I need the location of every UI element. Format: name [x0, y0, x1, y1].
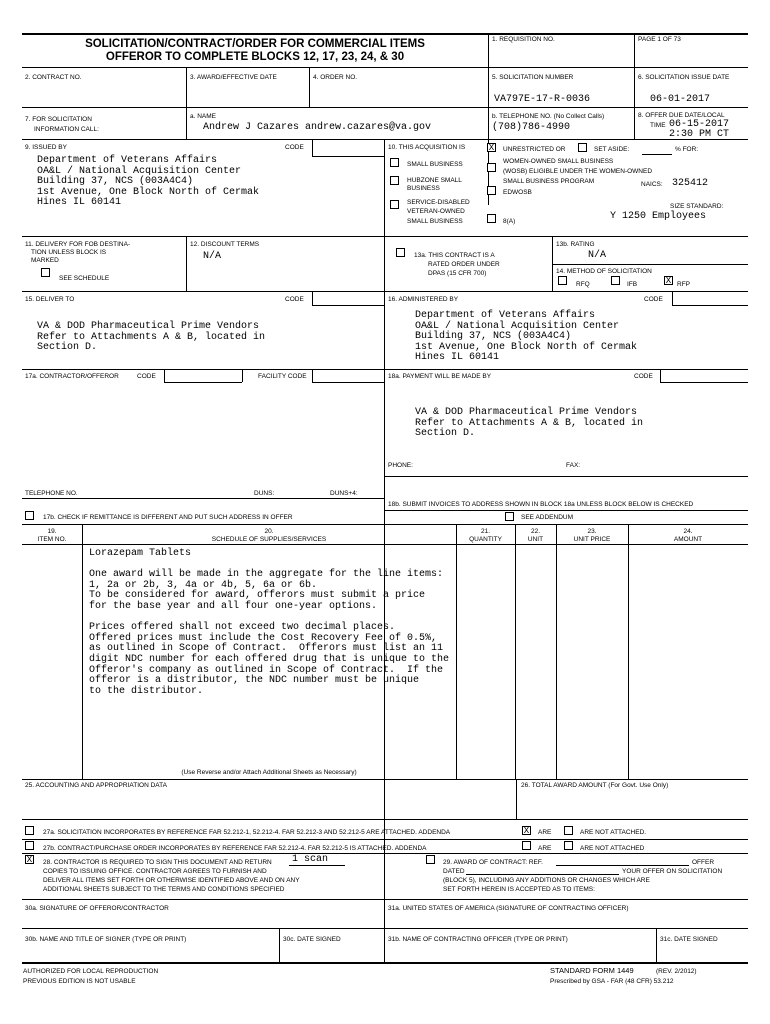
eight-a-checkbox[interactable]	[487, 214, 496, 223]
payment-by-address: VA & DOD Pharmaceutical Prime Vendors Refer to Attachments A & B, located in Section D.	[415, 407, 644, 440]
col-unit-num: 22.	[530, 528, 541, 535]
award-contract-label-3: (BLOCK 5), INCLUDING ANY ADDITIONS OR CHANGES WHICH ARE	[443, 877, 650, 884]
size-standard-value: Y 1250 Employees	[610, 211, 707, 222]
contractor-sign-checkbox[interactable]: X	[26, 855, 33, 865]
edwosb-label: EDWOSB	[503, 189, 532, 196]
remittance-different-checkbox[interactable]	[25, 511, 34, 520]
contractor-sign-label-3: DELIVER ALL ITEMS SET FORTH OR OTHERWISE IDENTIFIED ABOVE AND ON ANY	[43, 877, 300, 884]
offer-due-date-value: 06-15-2017	[669, 119, 730, 130]
issued-by-address: Department of Veterans Affairs OA&L / National Acquisition Center Building 37, NCS (003A4C4) 1st Avenue, One Block North of Cermak Hines IL 60141	[37, 155, 260, 209]
offeror-signature-label: 30a. SIGNATURE OF OFFEROR/CONTRACTOR	[25, 905, 169, 912]
far-27b-checkbox[interactable]	[25, 841, 34, 850]
delivery-fob-label-3: MARKED	[31, 257, 59, 264]
authorized-reproduction-text: AUTHORIZED FOR LOCAL REPRODUCTION	[23, 968, 159, 975]
addenda-27b-are-checkbox[interactable]	[522, 841, 531, 850]
total-award-label: 26. TOTAL AWARD AMOUNT (For Govt. Use Only)	[521, 782, 669, 789]
offeror-date-signed-label: 30c. DATE SIGNED	[283, 936, 341, 943]
sdvosb-label-1: SERVICE-DISABLED	[407, 199, 470, 206]
contractor-sign-label-4: ADDITIONAL SHEETS SUBJECT TO THE TERMS AND CONDITIONS SPECIFIED	[43, 886, 285, 893]
rfq-checkbox[interactable]	[558, 276, 567, 285]
addenda-27a-not-checkbox[interactable]	[564, 826, 573, 835]
form-title-line2: OFFEROR TO COMPLETE BLOCKS 12, 17, 23, 24, & 30	[105, 51, 405, 63]
offer-label: OFFER	[692, 859, 715, 866]
addenda-27b-not-label: ARE NOT ATTACHED	[580, 845, 645, 852]
page-count-label: PAGE 1 OF 73	[638, 36, 681, 43]
your-offer-label: YOUR OFFER ON SOLICITATION	[622, 868, 723, 875]
col-item-no: ITEM NO.	[37, 536, 67, 543]
small-business-checkbox[interactable]	[390, 158, 399, 167]
previous-edition-text: PREVIOUS EDITION IS NOT USABLE	[23, 978, 136, 985]
telephone-no-label: TELEPHONE NO.	[25, 490, 78, 497]
offer-due-time-label: TIME	[650, 122, 666, 129]
wosb-label-3: SMALL BUSINESS PROGRAM	[503, 178, 595, 185]
contact-name-value: Andrew J Cazares andrew.cazares@va.gov	[203, 122, 432, 133]
rating-value: N/A	[588, 250, 607, 261]
col-quantity: QUANTITY	[469, 536, 502, 543]
rfp-checkbox[interactable]: X	[665, 276, 672, 286]
delivery-fob-label-1: 11. DELIVERY FOR FOB DESTINA-	[25, 241, 131, 248]
schedule-footnote: (Use Reverse and/or Attach Additional Sheets as Necessary)	[181, 769, 357, 776]
hubzone-checkbox[interactable]	[390, 176, 399, 185]
signer-name-label: 30b. NAME AND TITLE OF SIGNER (TYPE OR PRINT)	[25, 936, 187, 943]
requisition-label: 1. REQUISITION NO.	[492, 36, 555, 43]
issued-by-code-label: CODE	[285, 144, 304, 151]
deliver-to-code-label: CODE	[285, 296, 304, 303]
copies-value: 1 scan	[292, 854, 329, 865]
contracting-officer-name-label: 31b. NAME OF CONTRACTING OFFICER (TYPE OR PRINT)	[388, 936, 568, 943]
issued-by-label: 9. ISSUED BY	[25, 144, 67, 151]
col-quantity-num: 21.	[480, 528, 491, 535]
contracting-officer-signature-label: 31a. UNITED STATES OF AMERICA (SIGNATURE OF CONTRACTING OFFICER)	[388, 905, 629, 912]
administered-by-label: 16. ADMINISTERED BY	[388, 296, 459, 303]
dated-label: DATED	[443, 868, 465, 875]
deliver-to-label: 15. DELIVER TO	[25, 296, 75, 303]
info-call-label-2: INFORMATION CALL:	[34, 126, 99, 133]
contract-no-label: 2. CONTRACT NO.	[25, 74, 82, 81]
small-business-label: SMALL BUSINESS	[407, 161, 463, 168]
rating-label: 13b. RATING	[556, 241, 595, 248]
see-addendum-label: SEE ADDENDUM	[521, 514, 574, 521]
ifb-checkbox[interactable]	[611, 276, 620, 285]
form-number: STANDARD FORM 1449	[550, 966, 634, 975]
contractor-sign-label-1: 28. CONTRACTOR IS REQUIRED TO SIGN THIS DOCUMENT AND RETURN	[43, 859, 272, 866]
unrestricted-label: UNRESTRICTED OR	[503, 146, 566, 153]
solicitation-issue-date-label: 6. SOLICITATION ISSUE DATE	[638, 74, 730, 81]
hubzone-label-2: BUSINESS	[407, 185, 440, 192]
award-contract-label-4: SET FORTH HEREIN IS ACCEPTED AS TO ITEMS:	[443, 886, 595, 893]
addenda-27b-not-checkbox[interactable]	[564, 841, 573, 850]
administered-by-address: Department of Veterans Affairs OA&L / National Acquisition Center Building 37, NCS (003A4C4) 1st Avenue, One Block North of Cermak Hines IL 60141	[415, 310, 638, 364]
rated-order-label-2: RATED ORDER UNDER	[428, 261, 500, 268]
sdvosb-checkbox[interactable]	[390, 200, 399, 209]
delivery-fob-label-2: TION UNLESS BLOCK IS	[31, 249, 107, 256]
payment-by-label: 18a. PAYMENT WILL BE MADE BY	[388, 373, 492, 380]
edwosb-checkbox[interactable]	[487, 186, 496, 195]
rated-order-label-1: 13a. THIS CONTRACT IS A	[414, 252, 495, 259]
rfp-label: RFP	[677, 281, 690, 288]
form-top-border	[22, 33, 748, 35]
form-bottom-border	[22, 962, 748, 964]
deliver-to-address: VA & DOD Pharmaceutical Prime Vendors Refer to Attachments A & B, located in Section D.	[37, 321, 266, 354]
col-schedule-num: 20.	[264, 528, 274, 535]
rfq-label: RFQ	[576, 281, 590, 288]
wosb-checkbox[interactable]	[487, 163, 496, 172]
far-27b-label: 27b. CONTRACT/PURCHASE ORDER INCORPORATES BY REFERENCE FAR 52.212-4. FAR 52.212-5 IS ATTACHED. ADDENDA	[43, 845, 427, 852]
hubzone-label-1: HUBZONE SMALL	[407, 177, 462, 184]
accounting-data-label: 25. ACCOUNTING AND APPROPRIATION DATA	[25, 782, 167, 789]
far-27a-checkbox[interactable]	[25, 826, 34, 835]
addenda-27a-not-label: ARE NOT ATTACHED.	[580, 829, 647, 836]
rated-order-checkbox[interactable]	[396, 248, 405, 257]
set-aside-checkbox[interactable]	[578, 143, 587, 152]
naics-label: NAICS:	[641, 181, 663, 188]
award-contract-checkbox[interactable]	[426, 855, 435, 864]
wosb-label-1: WOMEN-OWNED SMALL BUSINESS	[503, 158, 614, 165]
percent-for-label: % FOR:	[675, 146, 699, 153]
col-unit-price: UNIT PRICE	[573, 536, 611, 543]
col-amount-num: 24.	[683, 528, 693, 535]
ifb-label: IFB	[627, 281, 638, 288]
col-unit: UNIT	[527, 536, 544, 543]
schedule-description: Lorazepam Tablets One award will be made in the aggregate for the line items: 1, 2a or 2b, 3, 4a or 4b, 5, 6a or 6b. To be considered for award, offerors must submit a price for the base year and all four one-year options. Prices offered shall not exceed two decimal places. Offered prices must include the Cost Recovery Fee of 0.5%, as outlined in Scope of Contract. Offerors must list an 11 digit NDC number for each offered drug that is unique to the Offeror's company as outlined in Scope of Contract. If the offeror is a distributor, the NDC number must be unique to the distributor.	[89, 548, 450, 697]
offer-due-time-value: 2:30 PM CT	[669, 129, 730, 140]
contractor-label: 17a. CONTRACTOR/OFFEROR	[25, 373, 119, 380]
telephone-value: (708)786-4990	[492, 122, 571, 133]
payment-by-code-label: CODE	[634, 373, 653, 380]
see-schedule-checkbox[interactable]	[41, 268, 50, 277]
telephone-label: b. TELEPHONE NO. (No Collect Calls)	[492, 113, 605, 120]
size-standard-label: SIZE STANDARD:	[670, 203, 724, 210]
solicitation-method-label: 14. METHOD OF SOLICITATION	[556, 268, 652, 275]
addenda-27a-are-label: ARE	[538, 829, 552, 836]
acquisition-type-label: 10. THIS ACQUISITION IS	[388, 144, 466, 151]
remittance-label: 17b. CHECK IF REMITTANCE IS DIFFERENT AND PUT SUCH ADDRESS IN OFFER	[43, 514, 293, 521]
eight-a-label: 8(A)	[503, 218, 516, 225]
discount-terms-value: N/A	[203, 251, 222, 262]
col-item-no-num: 19.	[47, 528, 57, 535]
wosb-label-2: (WOSB) ELIGIBLE UNDER THE WOMEN-OWNED	[503, 168, 653, 175]
offer-due-label: 8. OFFER DUE DATE/LOCAL	[638, 112, 725, 119]
prescribed-by-text: Prescribed by GSA - FAR (48 CFR) 53.212	[550, 978, 674, 985]
info-call-label-1: 7. FOR SOLICITATION	[25, 116, 92, 123]
form-title-line1: SOLICITATION/CONTRACT/ORDER FOR COMMERCIAL ITEMS	[85, 38, 425, 50]
addenda-27a-are-checkbox[interactable]: X	[523, 826, 530, 836]
far-27a-label: 27a. SOLICITATION INCORPORATES BY REFERENCE FAR 52.212-1, 52.212-4. FAR 52.212-3 AND 52.212-5 ARE ATTACHED. ADDENDA	[43, 829, 451, 836]
set-aside-label: SET ASIDE:	[594, 146, 630, 153]
award-contract-label: 29. AWARD OF CONTRACT: REF.	[443, 859, 543, 866]
solicitation-number-label: 5. SOLICITATION NUMBER	[492, 74, 574, 81]
naics-value: 325412	[672, 178, 709, 189]
form-revision: (REV. 2/2012)	[656, 968, 697, 975]
rated-order-label-3: DPAS (15 CFR 700)	[428, 270, 487, 277]
sdvosb-label-3: SMALL BUSINESS	[407, 218, 463, 225]
order-no-label: 4. ORDER NO.	[313, 74, 358, 81]
payment-phone-label: PHONE:	[388, 462, 413, 469]
contractor-code-label: CODE	[137, 373, 156, 380]
award-date-label: 3. AWARD/EFFECTIVE DATE	[190, 74, 277, 81]
duns-label: DUNS:	[254, 490, 275, 497]
col-amount: AMOUNT	[673, 536, 703, 543]
administered-by-code-label: CODE	[644, 296, 663, 303]
payment-fax-label: FAX:	[566, 462, 581, 469]
solicitation-number-value: VA797E-17-R-0036	[494, 94, 591, 105]
see-addendum-checkbox[interactable]	[505, 512, 514, 521]
see-schedule-label: SEE SCHEDULE	[59, 275, 110, 282]
duns-plus4-label: DUNS+4:	[330, 490, 358, 497]
addenda-27b-are-label: ARE	[538, 845, 552, 852]
sdvosb-label-2: VETERAN-OWNED	[407, 208, 465, 215]
col-unit-price-num: 23.	[587, 528, 597, 535]
submit-invoices-label: 18b. SUBMIT INVOICES TO ADDRESS SHOWN IN BLOCK 18a UNLESS BLOCK BELOW IS CHECKED	[388, 501, 694, 508]
contractor-sign-label-2: COPIES TO ISSUING OFFICE. CONTRACTOR AGREES TO FURNISH AND	[43, 868, 267, 875]
discount-terms-label: 12. DISCOUNT TERMS	[190, 241, 260, 248]
col-schedule: SCHEDULE OF SUPPLIES/SERVICES	[211, 536, 327, 543]
officer-date-signed-label: 31c. DATE SIGNED	[660, 936, 718, 943]
facility-code-label: FACILITY CODE	[258, 373, 307, 380]
solicitation-issue-date-value: 06-01-2017	[650, 94, 711, 105]
unrestricted-checkbox[interactable]: X	[488, 143, 495, 153]
contact-name-label: a. NAME	[190, 113, 217, 120]
